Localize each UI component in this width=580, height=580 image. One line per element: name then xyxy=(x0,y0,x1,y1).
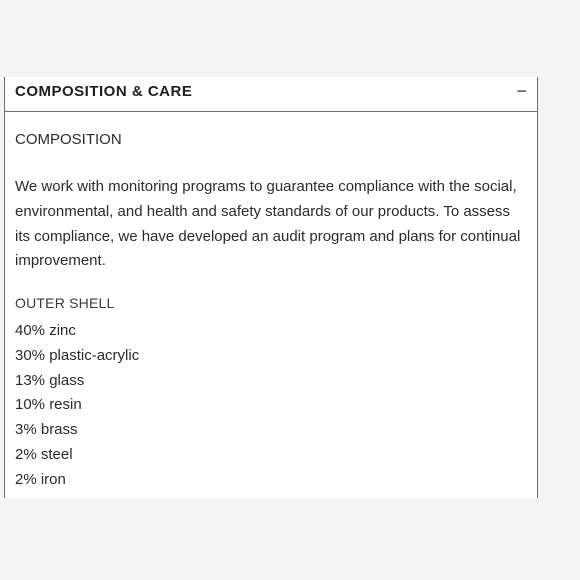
material-item: 30% plastic-acrylic xyxy=(15,346,140,364)
material-item: 40% zinc xyxy=(15,322,76,339)
material-item: 2% steel xyxy=(15,445,73,463)
composition-care-panel xyxy=(4,77,538,498)
collapse-icon[interactable]: − xyxy=(516,81,527,101)
material-item: 3% brass xyxy=(15,421,78,439)
materials-list xyxy=(15,319,139,493)
material-item: 2% iron xyxy=(15,470,66,488)
compliance-paragraph: We work with monitoring programs to guarantee compliance with the social, environmental, and health and safety standards of our products. To assess its compliance, we have developed an audit program and plans for continual improvement. xyxy=(15,178,521,270)
outer-shell-heading: OUTER SHELL xyxy=(15,295,115,311)
material-item: 10% resin xyxy=(15,396,82,414)
composition-heading: COMPOSITION xyxy=(15,131,122,148)
accordion-header[interactable] xyxy=(5,77,537,112)
panel-title: COMPOSITION & CARE xyxy=(15,83,193,100)
material-item: 13% glass xyxy=(15,371,85,389)
